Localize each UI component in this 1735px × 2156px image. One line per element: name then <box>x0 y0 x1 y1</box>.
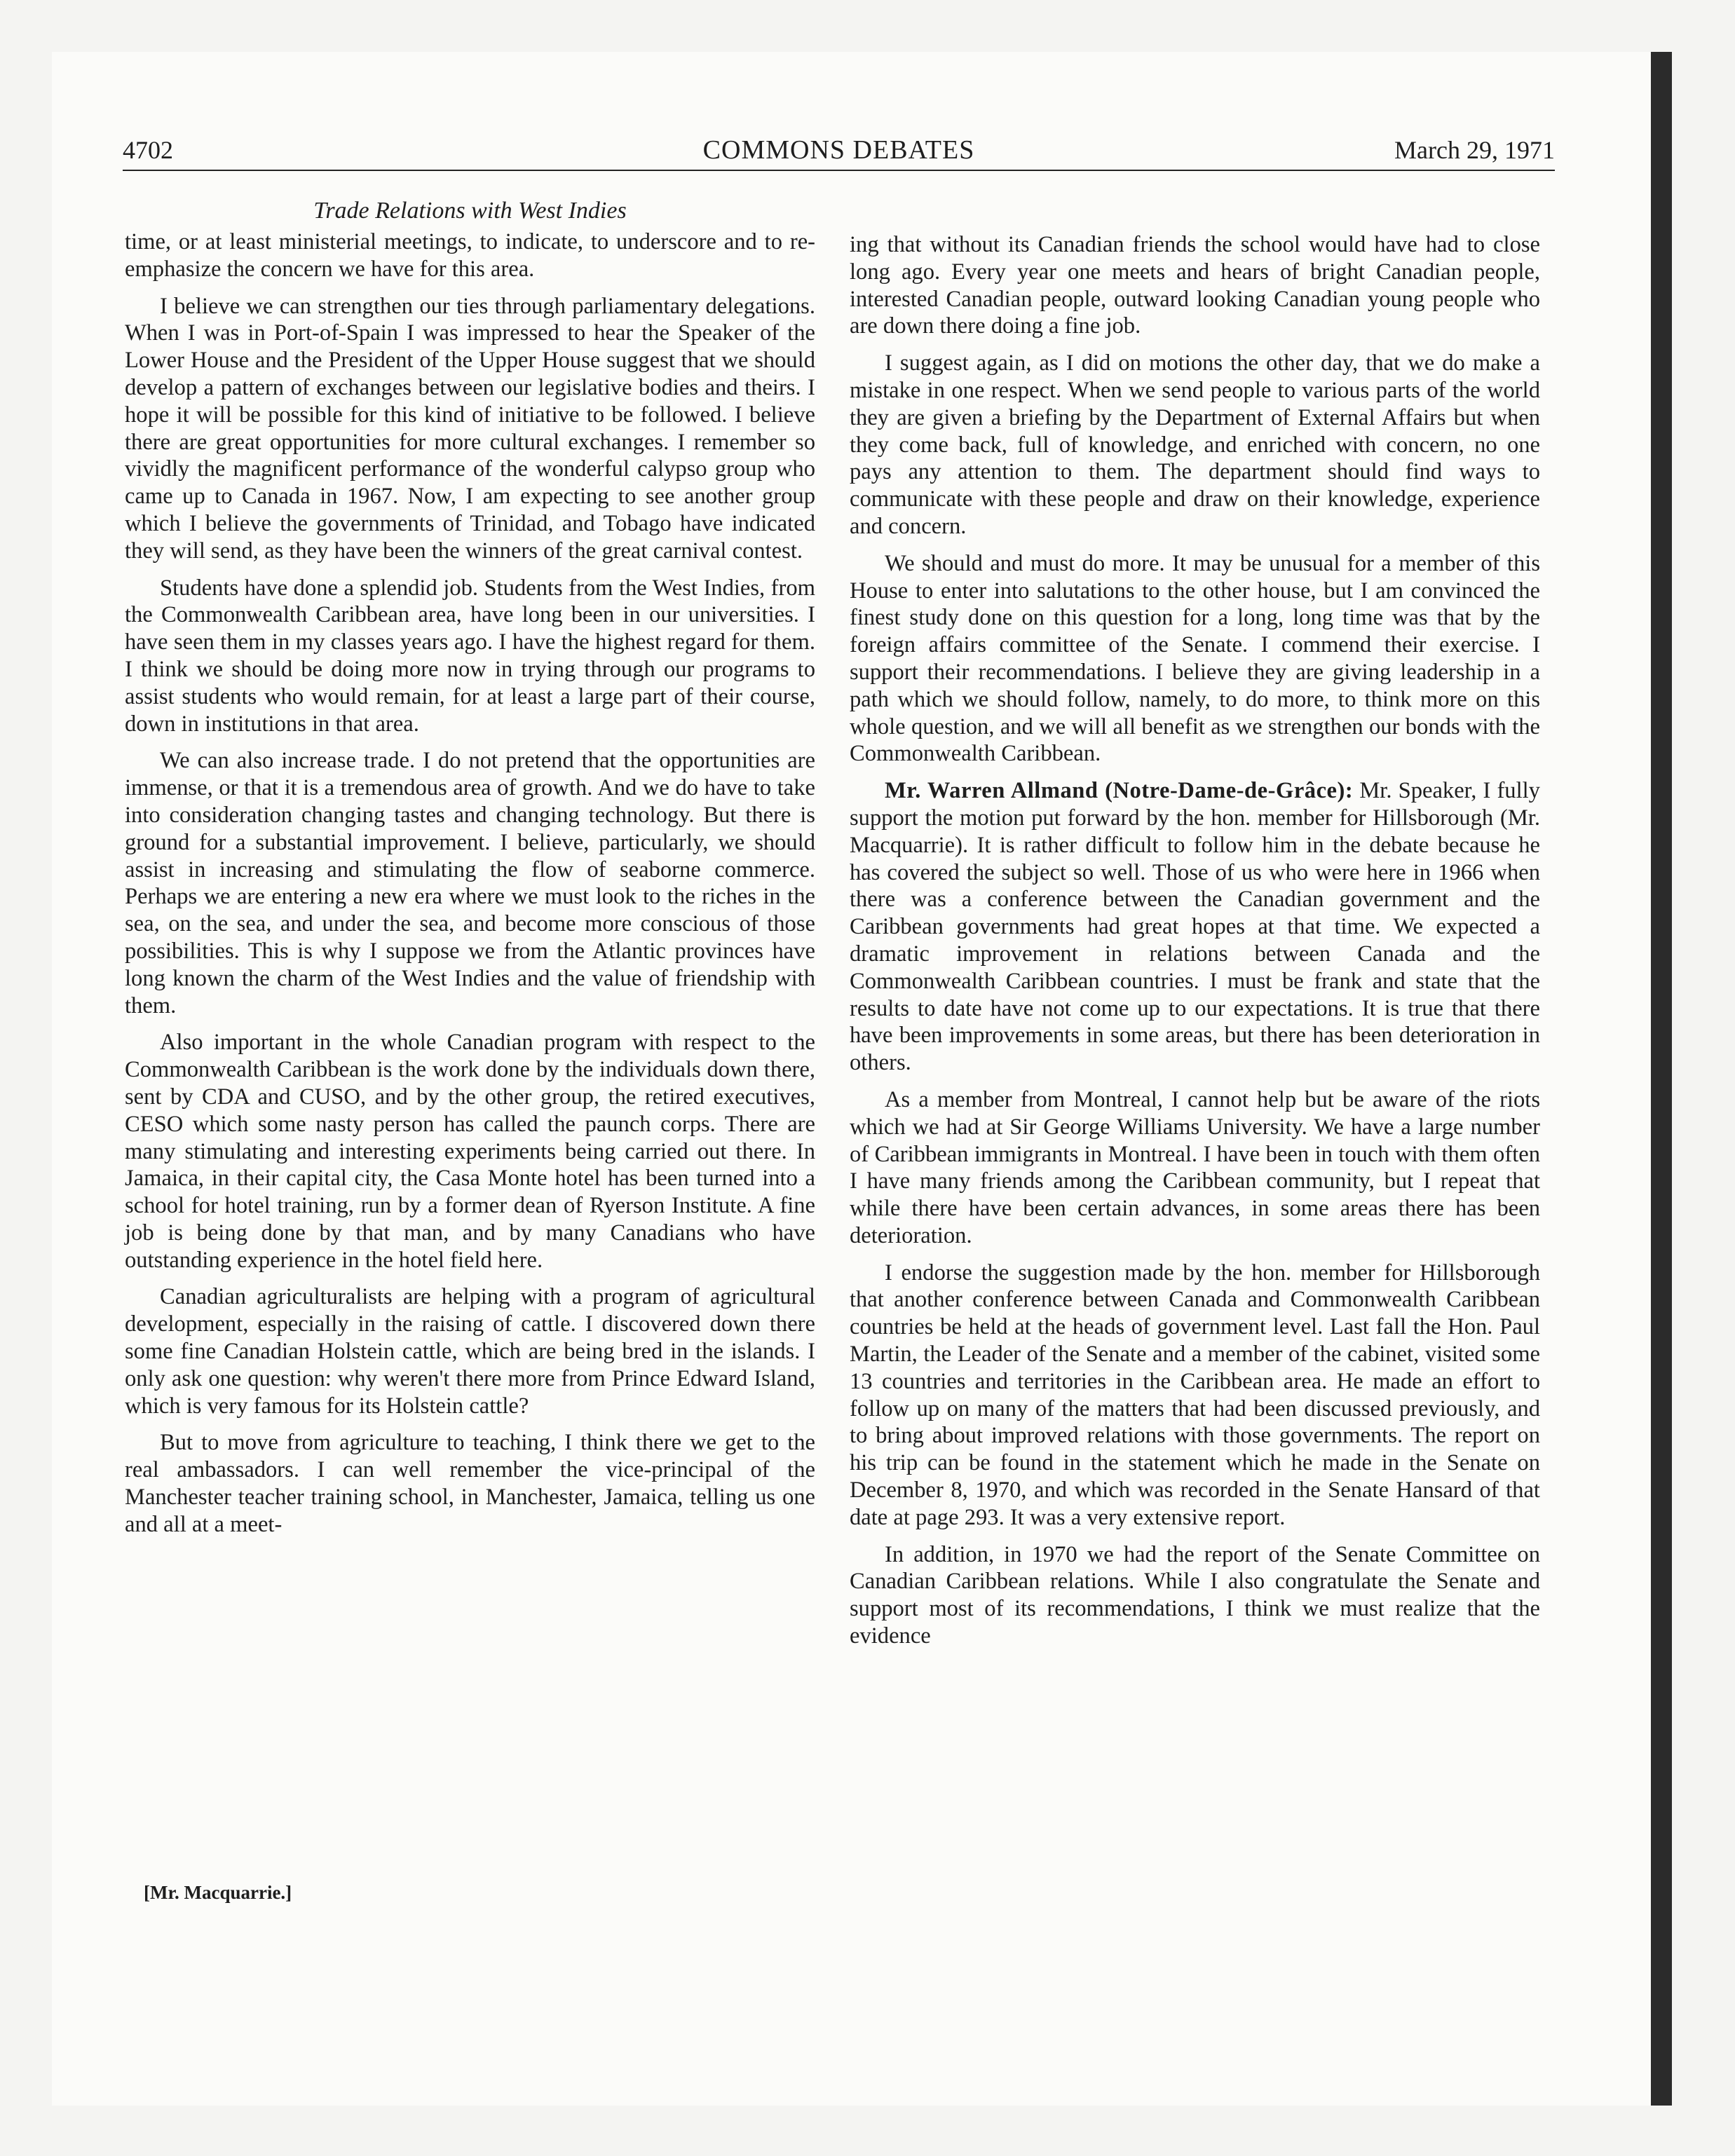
speaker-footer: [Mr. Macquarrie.] <box>144 1882 292 1903</box>
left-column <box>125 196 815 1548</box>
journal-title: COMMONS DEBATES <box>702 135 975 165</box>
paragraph: Also important in the whole Canadian program with respect to the Commonwealth Caribbean is the work done by the individuals down there, sent by CDA and CUSO, and by the other group, the retired executives, CESO which some nasty person has called the paunch corps. There are many stimulating and interesting experiments being carried out there. In Jamaica, in their capital city, the Casa Monte hotel has been turned into a school for hotel training, run by a former dean of Ryerson Institute. A fine job is being done by that man, and by many Canadians who have outstanding experience in the hotel field here. <box>125 1030 815 1273</box>
paragraph: time, or at least ministerial meetings, to indicate, to underscore and to re-emphasize the concern we have for this area. <box>125 229 815 282</box>
paragraph: We can also increase trade. I do not pretend that the opportunities are immense, or that it is a tremendous area of growth. And we do have to take into consideration changing tastes and changing technology. But there is ground for a substantial improvement. I believe, particularly, we should assist in increasing and stimulating the flow of seaborne commerce. Perhaps we are entering a new era where we must look to the riches in the sea, on the sea, and under the sea, and become more conscious of those possibilities. This is why I suppose we from the Atlantic provinces have long known the charm of the West Indies and the value of friendship with them. <box>125 748 815 1018</box>
paragraph: ing that without its Canadian friends the school would have had to close long ago. Every year one meets and hears of bright Canadian people, interested Canadian people, outward looking Canadian young people who are down there doing a fine job. <box>850 232 1540 339</box>
paragraph: I believe we can strengthen our ties through parliamentary delegations. When I was in Port-of-Spain I was impressed to hear the Speaker of the Lower House and the President of the Upper House suggest that we should develop a pattern of exchanges between our legislative bodies and theirs. I hope it will be possible for this kind of initiative to be followed. I believe there are great opportunities for more cultural exchanges. I remember so vividly the magnificent performance of the wonderful calypso group who came up to Canada in 1967. Now, I am expecting to see another group which I believe the governments of Trinidad, and Tobago have indicated they will send, as they have been the winners of the great carnival contest. <box>125 293 815 564</box>
speaker-paragraph <box>850 777 1540 1077</box>
paragraph: Canadian agriculturalists are helping with a program of agricultural development, especially in the raising of cattle. I discovered down there some fine Canadian Holstein cattle, which are being bred in the islands. I only ask one question: why weren't there more from Prince Edward Island, which is very famous for its Holstein cattle? <box>125 1284 815 1419</box>
page-number: 4702 <box>123 136 173 164</box>
paragraph: But to move from agriculture to teaching, I think there we get to the real ambassadors. I can well remember the vice-principal of the Manchester teacher training school, in Manchester, Jamaica, telling us one and all at a meet- <box>125 1430 815 1537</box>
scan-edge-bar <box>1651 52 1672 2106</box>
paragraph: I endorse the suggestion made by the hon. member for Hillsborough that another conference between Canada and Commonwealth Caribbean countries be held at the heads of government level. Last fall the Hon. Paul Martin, the Leader of the Senate and a member of the cabinet, visited some 13 countries and territories in the Caribbean area. He made an effort to follow up on many of the matters that had been discussed previously, and to bring about improved relations with those governments. The report on his trip can be found in the statement which he made in the Senate on December 8, 1970, and which was recorded in the Senate Hansard of that date at page 293. It was a very extensive report. <box>850 1260 1540 1530</box>
header-date: March 29, 1971 <box>1394 136 1555 164</box>
paragraph: As a member from Montreal, I cannot help but be aware of the riots which we had at Sir George Williams University. We have a large number of Caribbean immigrants in Montreal. I have been in touch with them often I have many friends among the Caribbean community, but I repeat that while there have been certain advances, in some areas there has been deterioration. <box>850 1086 1540 1248</box>
speaker-name: Mr. Warren Allmand (Notre-Dame-de-Grâce): <box>885 778 1354 804</box>
paragraph: I suggest again, as I did on motions the other day, that we do make a mistake in one respect. When we send people to various parts of the world they are given a briefing by the Department of External Affairs but when they come back, full of knowledge, and enriched with concern, no one pays any attention to them. The department should find ways to communicate with these people and draw on their knowledge, experience and concern. <box>850 350 1540 539</box>
paragraph: We should and must do more. It may be unusual for a member of this House to enter into salutations to the other house, but I am convinced the finest study done on this question for a long, long time was that by the foreign affairs committee of the Senate. I commend their exercise. I support their recommendations. I believe they are giving leadership in a path which we should follow, namely, to do more, to think more on this whole question, and we will all benefit as we strengthen our bonds with the Commonwealth Caribbean. <box>850 550 1540 767</box>
right-column <box>850 231 1540 1660</box>
paragraph: Students have done a splendid job. Students from the West Indies, from the Commonwealth Caribbean area, have long been in our universities. I have seen them in my classes years ago. I have the highest regard for them. I think we should be doing more now in trying through our programs to assist students who would remain, for at least a large part of their course, down in institutions in that area. <box>125 575 815 737</box>
paragraph: In addition, in 1970 we had the report of the Senate Committee on Canadian Caribbean relations. While I also congratulate the Senate and support most of its recommendations, I think we must realize that the evidence <box>850 1541 1540 1649</box>
section-title: Trade Relations with West Indies <box>313 198 627 224</box>
speaker-text: Mr. Speaker, I fully support the motion put forward by the hon. member for Hillsborough (Mr. Macquarrie). It is rather difficult to follow him in the debate because he has covered the subject so well. Those of us who were here in 1966 when there was a conference between the Canadian government and the Caribbean governments had great hopes at that time. We expected a dramatic improvement in relations between Canada and the Commonwealth Caribbean countries. I must be frank and state that the results to date have not come up to our expectations. It is true that there have been improvements in some areas, but there has been deterioration in others. <box>850 778 1540 1076</box>
running-header <box>123 135 1555 171</box>
